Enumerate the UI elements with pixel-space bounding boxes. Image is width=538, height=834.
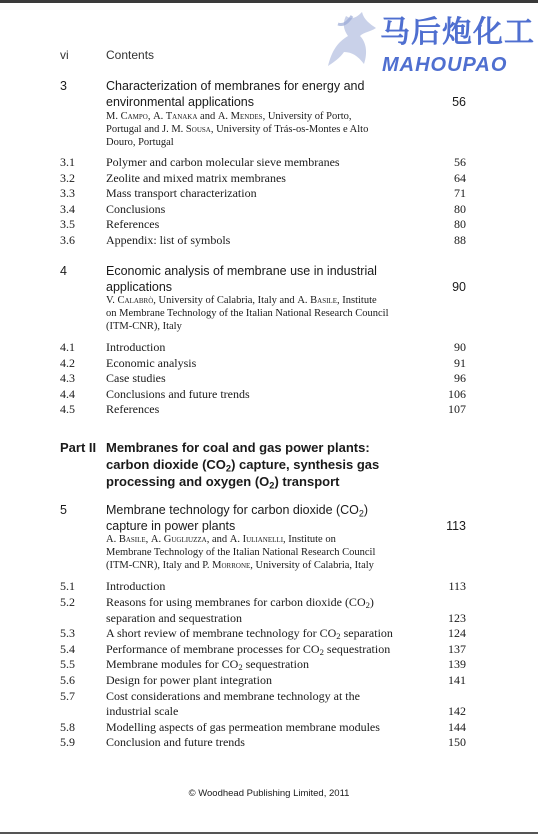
chapter-5-title-line2: capture in power plants [106, 519, 236, 533]
section-page: 137 [448, 641, 466, 656]
section-title: Polymer and carbon molecular sieve membranes [106, 155, 340, 169]
section-title [106, 642, 390, 658]
author-name: A. Mendes [217, 111, 263, 122]
chapter-3-authors-line1 [106, 110, 352, 124]
author-sep: , and [206, 534, 230, 545]
chapter-4-title-line1: Economic analysis of membrane use in industrial [106, 264, 377, 278]
author-sep: and [197, 111, 218, 122]
section-number: 5.7 [60, 688, 75, 703]
section-number: 4.1 [60, 340, 75, 354]
chapter-5-authors-line1 [106, 533, 336, 547]
section-number: 3.4 [60, 201, 75, 216]
section-page: 107 [448, 402, 466, 417]
section-number: 4.5 [60, 402, 75, 417]
section-page: 124 [448, 626, 466, 641]
author-affiliation: (ITM-CNR), Italy and [106, 560, 203, 571]
section-page: 56 [454, 155, 466, 169]
section-title: Economic analysis [106, 355, 197, 370]
copyright-footer: © Woodhead Publishing Limited, 2011 [188, 788, 350, 799]
section-title: Conclusion and future trends [106, 735, 245, 750]
part-2-title-line1: Membranes for coal and gas power plants: [106, 440, 370, 455]
section-page: 150 [448, 735, 466, 750]
section-title: Conclusions [106, 201, 166, 216]
section-number: 3.6 [60, 233, 75, 247]
horse-logo-icon [318, 6, 382, 72]
subscript: 2 [365, 600, 370, 611]
section-page: 90 [454, 340, 466, 354]
author-name: A. Gugliuzza [150, 534, 207, 545]
author-name: A. Tanaka [153, 111, 198, 122]
section-number: 5.9 [60, 735, 75, 750]
chapter-5-title-text: ) [363, 503, 369, 517]
section-page: 71 [454, 186, 466, 201]
author-sep: , [147, 111, 154, 122]
section-page: 64 [454, 170, 466, 185]
chapter-4-authors-line1 [106, 294, 377, 308]
chapter-5-page: 113 [446, 519, 466, 533]
section-number: 5.4 [60, 641, 75, 656]
section-number: 5.3 [60, 626, 75, 641]
subscript: 2 [336, 631, 341, 642]
chapter-3-title-line1: Characterization of membranes for energy and [106, 79, 365, 93]
author-sep: Portugal and [106, 124, 162, 135]
chapter-3-authors-line2 [106, 123, 368, 137]
author-name: A. Iulianelli [229, 534, 284, 545]
chapter-3-page: 56 [452, 95, 466, 109]
section-page: 113 [448, 579, 466, 593]
part-2-title-line2 [106, 456, 379, 473]
author-name: A. Basile [106, 534, 146, 545]
section-title-text: ) [369, 595, 374, 609]
section-page: 96 [454, 371, 466, 386]
author-affiliation: , Institute [336, 295, 377, 306]
part-2-label: Part II [60, 440, 97, 455]
section-title: Appendix: list of symbols [106, 233, 231, 247]
section-number: 5.8 [60, 719, 75, 734]
chapter-5-title-text: Membrane technology for carbon dioxide (CO [106, 503, 359, 517]
author-name: A. Basile [297, 295, 337, 306]
section-page: 91 [454, 355, 466, 370]
subscript: 2 [238, 662, 243, 673]
section-number: 5.1 [60, 579, 75, 593]
section-title-line2: separation and sequestration [106, 610, 242, 625]
section-page: 88 [454, 233, 466, 247]
section-number: 3.5 [60, 217, 75, 232]
chapter-4-authors-line3: (ITM-CNR), Italy [106, 321, 182, 332]
section-title-line2: industrial scale [106, 704, 179, 719]
page-number: vi [60, 48, 69, 62]
section-title: Cost considerations and membrane technology at the [106, 688, 360, 703]
section-title-text: sequestration [242, 657, 309, 672]
section-page: 80 [454, 217, 466, 232]
chapter-5-authors-line3 [106, 559, 374, 573]
part-2-title-line3 [106, 473, 339, 490]
section-title-text: Membrane modules for CO [106, 657, 239, 672]
section-title: Introduction [106, 340, 166, 354]
section-number: 3.1 [60, 155, 75, 169]
section-title: References [106, 402, 160, 417]
section-page: 141 [448, 673, 466, 687]
section-number: 5.5 [60, 657, 75, 672]
section-number: 4.4 [60, 386, 75, 401]
part-2-text: processing and oxygen (O [106, 474, 270, 489]
chapter-4-page: 90 [452, 280, 466, 294]
author-affiliation: , University of Calabria, Italy [250, 560, 374, 571]
section-title: Design for power plant integration [106, 673, 272, 687]
author-affiliation: , University of Calabria, Italy and [153, 295, 298, 306]
section-title-text: separation [340, 626, 393, 641]
section-title: Zeolite and mixed matrix membranes [106, 170, 286, 185]
section-page: 139 [448, 657, 466, 672]
section-number: 5.6 [60, 673, 75, 687]
author-name: J. M. Sousa [162, 124, 211, 135]
section-number: 3.2 [60, 170, 75, 185]
part-2-text: ) capture, synthesis gas [231, 457, 380, 472]
section-page: 106 [448, 386, 466, 401]
section-title [106, 626, 393, 642]
section-title: References [106, 217, 160, 232]
section-number: 5.2 [60, 595, 75, 609]
chapter-5-title-line1 [106, 502, 368, 518]
watermark-logo [318, 6, 536, 78]
section-page: 144 [448, 719, 466, 734]
author-name: P. Morrone [202, 560, 251, 571]
running-title: Contents [106, 48, 155, 62]
author-name: V. Calabrò [106, 295, 154, 306]
section-title [106, 657, 309, 673]
section-title: Conclusions and future trends [106, 386, 250, 401]
section-page: 123 [448, 610, 466, 625]
chapter-3-authors-line3: Douro, Portugal [106, 137, 174, 148]
chapter-5-authors-line2: Membrane Technology of the Italian National Research Council [106, 547, 376, 558]
section-title [106, 595, 374, 611]
section-title-text: Performance of membrane processes for CO [106, 641, 320, 656]
chapter-5-number: 5 [60, 503, 67, 517]
section-title: Case studies [106, 371, 166, 386]
section-number: 3.3 [60, 186, 75, 201]
part-2-text: ) transport [274, 474, 340, 489]
chapter-3-title-line2: environmental applications [106, 95, 255, 109]
author-name: M. Campo [106, 111, 148, 122]
watermark-chinese-text: 马后炮化工 [380, 16, 535, 49]
subscript: 2 [269, 480, 275, 491]
author-affiliation: , Institute on [283, 534, 336, 545]
subscript: 2 [319, 646, 324, 657]
chapter-4-title-line2: applications [106, 280, 173, 294]
section-title: Mass transport characterization [106, 186, 257, 201]
section-title: Introduction [106, 579, 166, 593]
section-page: 142 [448, 704, 466, 719]
section-title: Modelling aspects of gas permeation membrane modules [106, 719, 380, 734]
author-affiliation: , University of Porto, [262, 111, 352, 122]
chapter-4-number: 4 [60, 264, 67, 278]
subscript: 2 [358, 508, 364, 519]
author-affiliation: , University of Trás-os-Montes e Alto [210, 124, 369, 135]
section-title-text: A short review of membrane technology for CO [106, 626, 337, 641]
top-border [0, 0, 538, 3]
section-title-text: Reasons for using membranes for carbon dioxide (CO [106, 595, 366, 609]
subscript: 2 [225, 463, 232, 474]
section-number: 4.2 [60, 355, 75, 370]
part-2-text: carbon dioxide (CO [106, 457, 226, 472]
watermark-latin-text: MAHOUPAO [382, 54, 508, 76]
chapter-3-number: 3 [60, 79, 67, 93]
section-page: 80 [454, 201, 466, 216]
chapter-4-authors-line2: on Membrane Technology of the Italian National Research Council [106, 308, 389, 319]
section-number: 4.3 [60, 371, 75, 386]
section-title-text: sequestration [323, 641, 391, 656]
author-sep: , [145, 534, 151, 545]
